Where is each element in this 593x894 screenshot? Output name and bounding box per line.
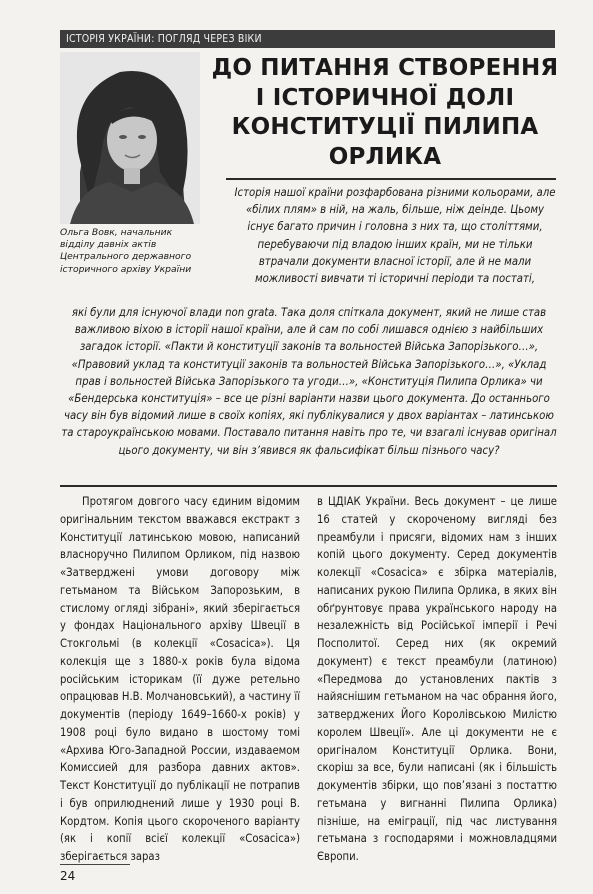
lead-paragraph-part2: які були для існуючої влади non grata. Така доля спіткала документ, який не лише став важливою віхою в історії нашої країни, але й сам по собі лишався однією з найбільших загадок історії. «Пакти й конституції законів та вольностей Війська Запорізького…», «Правовий уклад та конституції законів та вольностей Війська Запорізького…», «Уклад прав і вольностей Війська Запорізького та угоди…», «Конституція Пилипа Орлика» чи «Бендерська конституція» – все це різні варіанти назви цього документа. До останнього часу він був відомий лише в своїх копіях, які публікувалися у двох варіантах – латинською та староукраїнською мовами. Поставало питання навіть про те, чи взагалі існував оригінал цього документу, чи він з’явився як фальсифікат більш пізнього часу? [61,306,557,457]
title-divider [226,178,556,180]
author-photo [60,52,200,224]
body-column-left: Протягом довгого часу єдиним відомим оригінальним текстом вважався екстракт з Конституції латинською мовою, написаний власноручно Пилипом Орликом, під назвою «Затверджені умови договору між гетьманом та Військом Запорозьким, в стислому огляді зібрані», який зберігається у фондах Національного архіву Швеції в Стокгольмі (в колекції «Cosacica»). Ця колекція ще з 1880-х років була відома російським історикам (її дуже ретельно опрацював Н.В. Молчановський), а частину її документів (періоду 1649–1660-х років) у 1908 році було видано в шостому томі «Архива Юго-Западной России, издаваемом Комиссией для разбора давних актов». Текст Конституції до публікації не потрапив і був оприлюднений лише у 1930 році В. Кордтом. Копія цього скороченого варіанту (як і копії всієї колекції «Cosacica») зберігається зараз [60,495,300,863]
article-title: ДО ПИТАННЯ СТВОРЕННЯ І ІСТОРИЧНОЇ ДОЛІ КОНСТИТУЦІЇ ПИЛИПА ОРЛИКА [211,55,559,170]
portrait-image [60,52,200,224]
page-number: 24 [60,869,76,883]
lead-paragraph-part1: Історія нашої країни розфарбована різними кольорами, але «білих плям» в ній, на жаль, більше, ніж деінде. Цьому існує багато причин і головна з них та, що століттями, перебуваючи під владою інших країн, ми не тільки втрачали документи власної історії, але й не мали можливості вивчати ті історичні періоди та постаті, [234,186,556,286]
body-column-right: в ЦДІАК України. Весь документ – це лише 16 статей у скороченому вигляді без преамбули і присяги, відомих нам з інших копій цього документу. Серед документів колекції «Cosacica» є збірка матеріалів, написаних рукою Пилипа Орлика, в яких він обґрунтовує права українського народу на незалежність від Російської імперії і Речі Посполитої. Серед них (як окремий документ) є текст преамбули (латиною) «Передмова до установлених пактів з найяснішим гетьманом на час обрання його, затверджених Його Королівською Милістю королем Швеції». Але ці документи не є оригіналом Конституції Орлика. Вони, скоріш за все, були написані (як і більшість документів збірки, що пов’язані з постаттю гетьмана у вигнанні Пилипа Орлика) пізніше, на еміграції, під час листування гетьмана з господарями і можновладцями Європи. [317,495,557,863]
lead-divider [60,485,557,487]
footer-divider [60,864,130,865]
running-header: ІСТОРІЯ УКРАЇНИ: ПОГЛЯД ЧЕРЕЗ ВІКИ [60,30,555,48]
author-caption: Ольга Вовк, начальник відділу давніх актів Центрального державного історичного архіву України [60,227,192,275]
